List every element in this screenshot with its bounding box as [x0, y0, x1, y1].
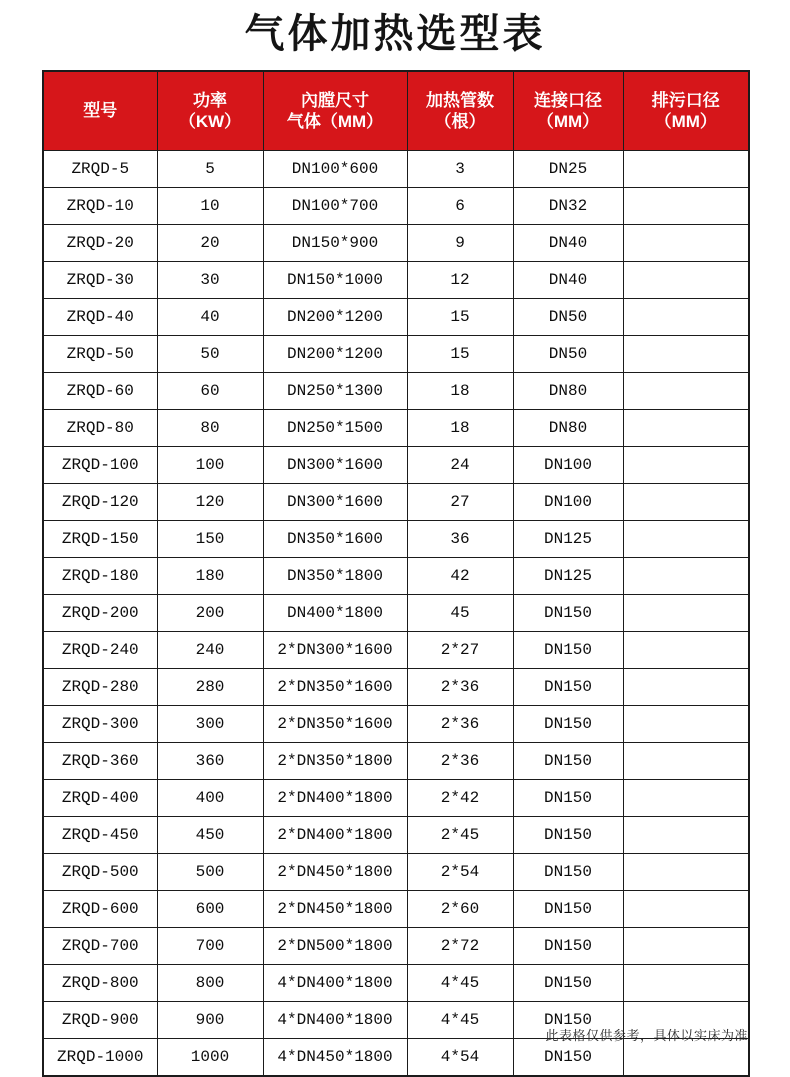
column-header-tube-count — [407, 71, 513, 151]
cell-connection-diameter: DN40 — [513, 262, 623, 299]
cell-chamber-size: 2*DN450*1800 — [263, 891, 407, 928]
column-header-drain-diameter-line2: （MM） — [654, 112, 717, 131]
cell-model: ZRQD-360 — [43, 743, 157, 780]
table-row — [43, 188, 749, 225]
cell-power: 40 — [157, 299, 263, 336]
cell-tube-count: 4*45 — [407, 1002, 513, 1039]
cell-chamber-size: 2*DN300*1600 — [263, 632, 407, 669]
cell-connection-diameter: DN80 — [513, 410, 623, 447]
cell-power: 20 — [157, 225, 263, 262]
cell-connection-diameter: DN100 — [513, 447, 623, 484]
table-body — [43, 151, 749, 1077]
cell-tube-count: 18 — [407, 410, 513, 447]
cell-model: ZRQD-600 — [43, 891, 157, 928]
cell-model: ZRQD-80 — [43, 410, 157, 447]
cell-drain-diameter — [623, 410, 749, 447]
cell-drain-diameter — [623, 780, 749, 817]
cell-tube-count: 4*54 — [407, 1039, 513, 1077]
cell-tube-count: 27 — [407, 484, 513, 521]
cell-model: ZRQD-150 — [43, 521, 157, 558]
page-title: 气体加热选型表 — [244, 12, 546, 56]
cell-tube-count: 18 — [407, 373, 513, 410]
cell-drain-diameter — [623, 262, 749, 299]
table-row — [43, 1039, 749, 1077]
cell-model: ZRQD-60 — [43, 373, 157, 410]
cell-power: 10 — [157, 188, 263, 225]
cell-power: 180 — [157, 558, 263, 595]
cell-connection-diameter: DN150 — [513, 891, 623, 928]
cell-tube-count: 9 — [407, 225, 513, 262]
cell-chamber-size: 4*DN450*1800 — [263, 1039, 407, 1077]
cell-power: 60 — [157, 373, 263, 410]
specification-table — [42, 70, 750, 1077]
cell-model: ZRQD-450 — [43, 817, 157, 854]
cell-connection-diameter: DN150 — [513, 854, 623, 891]
cell-tube-count: 2*60 — [407, 891, 513, 928]
cell-power: 150 — [157, 521, 263, 558]
cell-connection-diameter: DN80 — [513, 373, 623, 410]
cell-connection-diameter: DN150 — [513, 669, 623, 706]
cell-connection-diameter: DN150 — [513, 1002, 623, 1039]
table-row — [43, 225, 749, 262]
cell-chamber-size: DN400*1800 — [263, 595, 407, 632]
cell-connection-diameter: DN150 — [513, 632, 623, 669]
cell-drain-diameter — [623, 299, 749, 336]
cell-drain-diameter — [623, 447, 749, 484]
cell-tube-count: 2*36 — [407, 669, 513, 706]
cell-power: 280 — [157, 669, 263, 706]
cell-chamber-size: 2*DN500*1800 — [263, 928, 407, 965]
cell-drain-diameter — [623, 558, 749, 595]
cell-tube-count: 36 — [407, 521, 513, 558]
cell-tube-count: 12 — [407, 262, 513, 299]
cell-power: 200 — [157, 595, 263, 632]
table-row — [43, 299, 749, 336]
cell-model: ZRQD-700 — [43, 928, 157, 965]
table-row — [43, 484, 749, 521]
cell-drain-diameter — [623, 188, 749, 225]
table-row — [43, 891, 749, 928]
cell-connection-diameter: DN40 — [513, 225, 623, 262]
cell-chamber-size: 2*DN350*1600 — [263, 669, 407, 706]
cell-connection-diameter: DN25 — [513, 151, 623, 188]
cell-power: 120 — [157, 484, 263, 521]
cell-chamber-size: 2*DN450*1800 — [263, 854, 407, 891]
cell-chamber-size: 2*DN400*1800 — [263, 780, 407, 817]
cell-model: ZRQD-240 — [43, 632, 157, 669]
table-row — [43, 706, 749, 743]
cell-chamber-size: DN300*1600 — [263, 447, 407, 484]
cell-tube-count: 2*54 — [407, 854, 513, 891]
cell-chamber-size: DN350*1800 — [263, 558, 407, 595]
cell-drain-diameter — [623, 669, 749, 706]
cell-chamber-size: DN350*1600 — [263, 521, 407, 558]
table-row — [43, 521, 749, 558]
cell-tube-count: 2*42 — [407, 780, 513, 817]
cell-drain-diameter — [623, 1039, 749, 1077]
table-row — [43, 558, 749, 595]
cell-chamber-size: DN300*1600 — [263, 484, 407, 521]
cell-drain-diameter — [623, 928, 749, 965]
column-header-connection-diameter-line2: （MM） — [536, 112, 600, 131]
cell-chamber-size: 2*DN400*1800 — [263, 817, 407, 854]
table-row — [43, 632, 749, 669]
table-row — [43, 373, 749, 410]
cell-chamber-size: DN150*1000 — [263, 262, 407, 299]
cell-power: 5 — [157, 151, 263, 188]
cell-connection-diameter: DN125 — [513, 521, 623, 558]
column-header-connection-diameter — [513, 71, 623, 151]
table-row — [43, 743, 749, 780]
cell-connection-diameter: DN125 — [513, 558, 623, 595]
column-header-model — [43, 71, 157, 151]
column-header-drain-diameter-line1: 排污口径 — [651, 90, 720, 110]
column-header-tube-count-line2: （根） — [434, 112, 486, 131]
table-row — [43, 151, 749, 188]
cell-tube-count: 45 — [407, 595, 513, 632]
table-row — [43, 965, 749, 1002]
column-header-power — [157, 71, 263, 151]
cell-model: ZRQD-1000 — [43, 1039, 157, 1077]
cell-model: ZRQD-200 — [43, 595, 157, 632]
cell-model: ZRQD-5 — [43, 151, 157, 188]
table-row — [43, 262, 749, 299]
column-header-power-line2: （KW） — [178, 112, 242, 131]
cell-power: 300 — [157, 706, 263, 743]
column-header-tube-count-line1: 加热管数 — [426, 90, 494, 110]
cell-drain-diameter — [623, 484, 749, 521]
cell-connection-diameter: DN50 — [513, 336, 623, 373]
cell-connection-diameter: DN50 — [513, 299, 623, 336]
cell-connection-diameter: DN150 — [513, 1039, 623, 1077]
cell-connection-diameter: DN150 — [513, 965, 623, 1002]
table-row — [43, 817, 749, 854]
cell-chamber-size: DN100*600 — [263, 151, 407, 188]
cell-drain-diameter — [623, 336, 749, 373]
column-header-chamber-size-line2: 气体（MM） — [286, 112, 384, 131]
table-row — [43, 780, 749, 817]
cell-drain-diameter — [623, 373, 749, 410]
cell-chamber-size: DN100*700 — [263, 188, 407, 225]
column-header-connection-diameter-line1: 连接口径 — [534, 90, 602, 110]
column-header-chamber-size — [263, 71, 407, 151]
footnote: 此表格仅供参考，具体以实床为准 — [545, 1028, 748, 1043]
cell-connection-diameter: DN150 — [513, 780, 623, 817]
cell-chamber-size: 2*DN350*1800 — [263, 743, 407, 780]
cell-model: ZRQD-50 — [43, 336, 157, 373]
cell-power: 500 — [157, 854, 263, 891]
cell-power: 900 — [157, 1002, 263, 1039]
column-header-power-line1: 功率 — [193, 90, 227, 110]
cell-power: 240 — [157, 632, 263, 669]
cell-chamber-size: 4*DN400*1800 — [263, 1002, 407, 1039]
cell-connection-diameter: DN150 — [513, 743, 623, 780]
cell-drain-diameter — [623, 706, 749, 743]
cell-model: ZRQD-100 — [43, 447, 157, 484]
cell-power: 360 — [157, 743, 263, 780]
cell-chamber-size: DN250*1300 — [263, 373, 407, 410]
cell-power: 50 — [157, 336, 263, 373]
cell-drain-diameter — [623, 632, 749, 669]
cell-model: ZRQD-120 — [43, 484, 157, 521]
table-row — [43, 447, 749, 484]
cell-chamber-size: DN200*1200 — [263, 299, 407, 336]
cell-connection-diameter: DN150 — [513, 706, 623, 743]
cell-tube-count: 3 — [407, 151, 513, 188]
table-header-row — [43, 71, 749, 151]
cell-tube-count: 2*45 — [407, 817, 513, 854]
cell-connection-diameter: DN100 — [513, 484, 623, 521]
cell-tube-count: 4*45 — [407, 965, 513, 1002]
cell-chamber-size: 2*DN350*1600 — [263, 706, 407, 743]
cell-connection-diameter: DN150 — [513, 595, 623, 632]
cell-power: 80 — [157, 410, 263, 447]
cell-power: 700 — [157, 928, 263, 965]
cell-model: ZRQD-30 — [43, 262, 157, 299]
table-row — [43, 669, 749, 706]
cell-drain-diameter — [623, 595, 749, 632]
cell-model: ZRQD-280 — [43, 669, 157, 706]
table-container — [0, 70, 790, 1077]
table-row — [43, 410, 749, 447]
cell-drain-diameter — [623, 225, 749, 262]
cell-power: 400 — [157, 780, 263, 817]
column-header-drain-diameter — [623, 71, 749, 151]
cell-power: 1000 — [157, 1039, 263, 1077]
cell-drain-diameter — [623, 817, 749, 854]
cell-power: 600 — [157, 891, 263, 928]
cell-model: ZRQD-300 — [43, 706, 157, 743]
cell-model: ZRQD-500 — [43, 854, 157, 891]
cell-drain-diameter — [623, 151, 749, 188]
cell-tube-count: 15 — [407, 336, 513, 373]
cell-tube-count: 2*72 — [407, 928, 513, 965]
cell-tube-count: 15 — [407, 299, 513, 336]
cell-model: ZRQD-40 — [43, 299, 157, 336]
cell-power: 100 — [157, 447, 263, 484]
cell-drain-diameter — [623, 891, 749, 928]
table-row — [43, 336, 749, 373]
cell-drain-diameter — [623, 965, 749, 1002]
cell-chamber-size: DN200*1200 — [263, 336, 407, 373]
cell-model: ZRQD-20 — [43, 225, 157, 262]
cell-model: ZRQD-800 — [43, 965, 157, 1002]
cell-power: 30 — [157, 262, 263, 299]
table-row — [43, 928, 749, 965]
cell-tube-count: 2*36 — [407, 706, 513, 743]
table-row — [43, 595, 749, 632]
cell-connection-diameter: DN32 — [513, 188, 623, 225]
cell-power: 800 — [157, 965, 263, 1002]
table-header — [43, 71, 749, 151]
column-header-chamber-size-line1: 內膛尺寸 — [301, 90, 369, 110]
cell-tube-count: 2*27 — [407, 632, 513, 669]
cell-power: 450 — [157, 817, 263, 854]
cell-tube-count: 42 — [407, 558, 513, 595]
cell-connection-diameter: DN150 — [513, 817, 623, 854]
cell-drain-diameter — [623, 743, 749, 780]
cell-drain-diameter — [623, 854, 749, 891]
table-row — [43, 854, 749, 891]
cell-tube-count: 24 — [407, 447, 513, 484]
cell-tube-count: 6 — [407, 188, 513, 225]
cell-model: ZRQD-900 — [43, 1002, 157, 1039]
cell-model: ZRQD-10 — [43, 188, 157, 225]
cell-connection-diameter: DN150 — [513, 928, 623, 965]
cell-chamber-size: DN150*900 — [263, 225, 407, 262]
cell-model: ZRQD-180 — [43, 558, 157, 595]
cell-chamber-size: DN250*1500 — [263, 410, 407, 447]
cell-chamber-size: 4*DN400*1800 — [263, 965, 407, 1002]
cell-tube-count: 2*36 — [407, 743, 513, 780]
cell-model: ZRQD-400 — [43, 780, 157, 817]
cell-drain-diameter — [623, 521, 749, 558]
column-header-model-line1: 型号 — [83, 101, 118, 121]
